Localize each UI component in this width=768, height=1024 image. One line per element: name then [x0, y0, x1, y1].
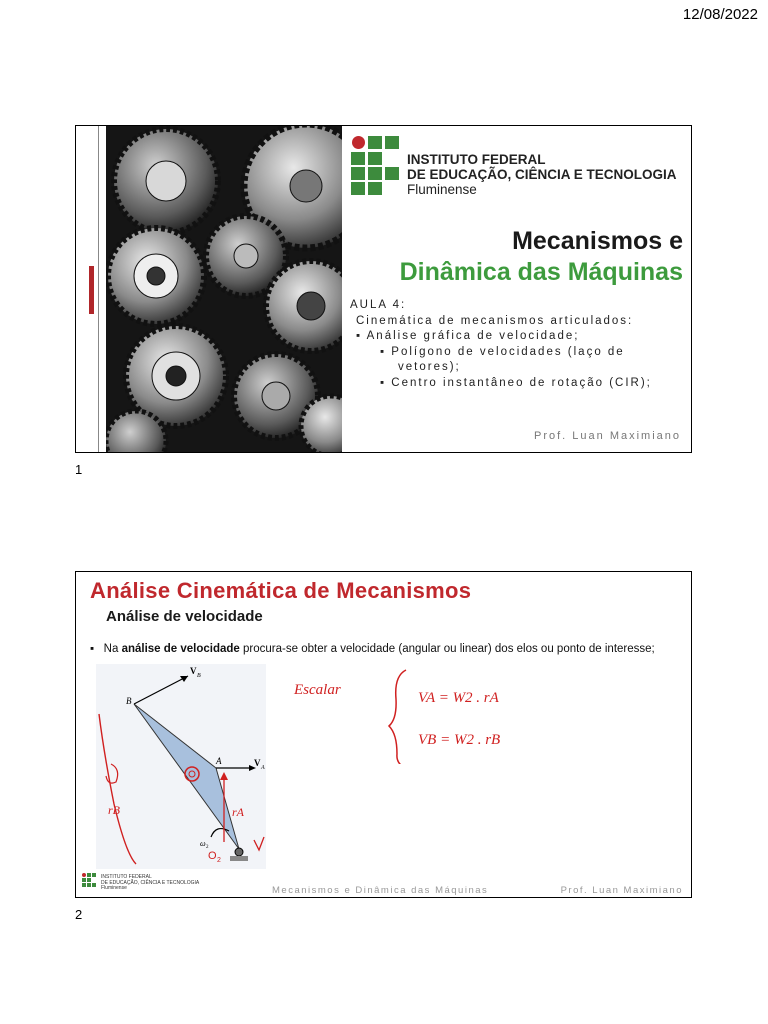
institution-name [407, 152, 677, 197]
slide-title-line-1: Mecanismos e [512, 227, 683, 255]
handwritten-brace [389, 670, 406, 764]
slide-1 [75, 125, 692, 453]
lesson-item: ▪ Análise gráfica de velocidade; [356, 330, 580, 342]
point-b-label: B [126, 696, 132, 706]
logo-square [351, 182, 365, 195]
footer-inst-line-1: INSTITUTO FEDERAL [101, 874, 152, 880]
o2-label: O [208, 850, 217, 862]
institution-line-1: INSTITUTO FEDERAL [407, 152, 546, 167]
footer-inst-line-2: DE EDUCAÇÃO, CIÊNCIA E TECNOLOGIA [101, 879, 200, 886]
slide-number: 2 [75, 907, 83, 922]
lesson-subitem: ▪ Polígono de velocidades (laço de [380, 345, 625, 358]
if-logo [350, 134, 402, 196]
logo-square [368, 182, 382, 195]
lesson-subitem: ▪ Centro instantâneo de rotação (CIR); [380, 376, 652, 389]
logo-square [368, 136, 382, 149]
lesson-heading: AULA 4: [350, 299, 407, 311]
lesson-topic: Cinemática de mecanismos articulados: [356, 314, 634, 327]
lesson-item-text: Análise gráfica de velocidade; [366, 330, 580, 342]
point-a-label: A [216, 756, 222, 766]
lesson-subitem-text: Centro instantâneo de rotação (CIR); [391, 376, 652, 389]
slide-2 [75, 571, 692, 898]
date-header: 12/08/2022 [682, 6, 758, 23]
slide-title: Análise Cinemática de Mecanismos [90, 578, 472, 603]
o2-sub: 2 [217, 857, 221, 864]
handwritten-eq-2: VB = W2 . rB [418, 732, 501, 748]
bullet-text: ▪ Na análise de velocidade procura-se obter a velocidade (angular ou linear) dos elos ou ponto de interesse; [90, 643, 655, 655]
institution-line-3: Fluminense [407, 182, 477, 197]
va-sub: A [261, 765, 265, 771]
footer-professor: Prof. Luan Maximiano [560, 885, 683, 896]
omega-label: ω [200, 839, 206, 848]
handwritten-eq-1: VA = W2 . rA [418, 690, 499, 706]
slide-title-line-2: Dinâmica das Máquinas [399, 258, 683, 286]
bullet-post: procura-se obter a velocidade (angular ou linear) dos elos ou ponto de interesse; [239, 643, 655, 655]
logo-square [385, 136, 399, 149]
ground-support [230, 856, 248, 861]
pivot-o2 [235, 848, 243, 856]
logo-dot [352, 136, 365, 149]
gears-illustration [106, 126, 342, 453]
mechanism-figure [96, 664, 266, 869]
va-label: V [254, 758, 261, 768]
logo-square [368, 167, 382, 180]
logo-square [351, 167, 365, 180]
lesson-subitem-text: Polígono de velocidades (laço de [391, 345, 625, 358]
slide-subtitle: Análise de velocidade [106, 608, 263, 625]
footer-logo [82, 873, 98, 889]
bullet-pre: Na [103, 643, 122, 655]
footer-course: Mecanismos e Dinâmica das Máquinas [272, 885, 489, 896]
gears-photo [106, 126, 342, 453]
handwritten-word: Escalar [294, 682, 341, 698]
slide-accent-bar [89, 266, 94, 314]
logo-square [368, 152, 382, 165]
vb-sub: B [197, 673, 201, 679]
logo-square [351, 152, 365, 165]
logo-square [385, 167, 399, 180]
rb-handwritten-label: rB [108, 803, 120, 817]
slide-number: 1 [75, 462, 83, 477]
slide-left-line [98, 126, 99, 453]
handwritten-equations [276, 664, 536, 764]
ra-handwritten-label: rA [232, 805, 244, 819]
lesson-outline [350, 298, 652, 391]
footer-institution [101, 875, 199, 892]
lesson-subitem-cont: vetores); [398, 361, 461, 373]
professor-name: Prof. Luan Maximiano [534, 430, 681, 442]
vb-label: V [190, 666, 197, 676]
footer-inst-line-3: Fluminense [101, 885, 127, 891]
bullet-bold: análise de velocidade [121, 643, 240, 655]
omega-sub: 2 [206, 845, 209, 850]
institution-line-2: DE EDUCAÇÃO, CIÊNCIA E TECNOLOGIA [407, 167, 677, 182]
